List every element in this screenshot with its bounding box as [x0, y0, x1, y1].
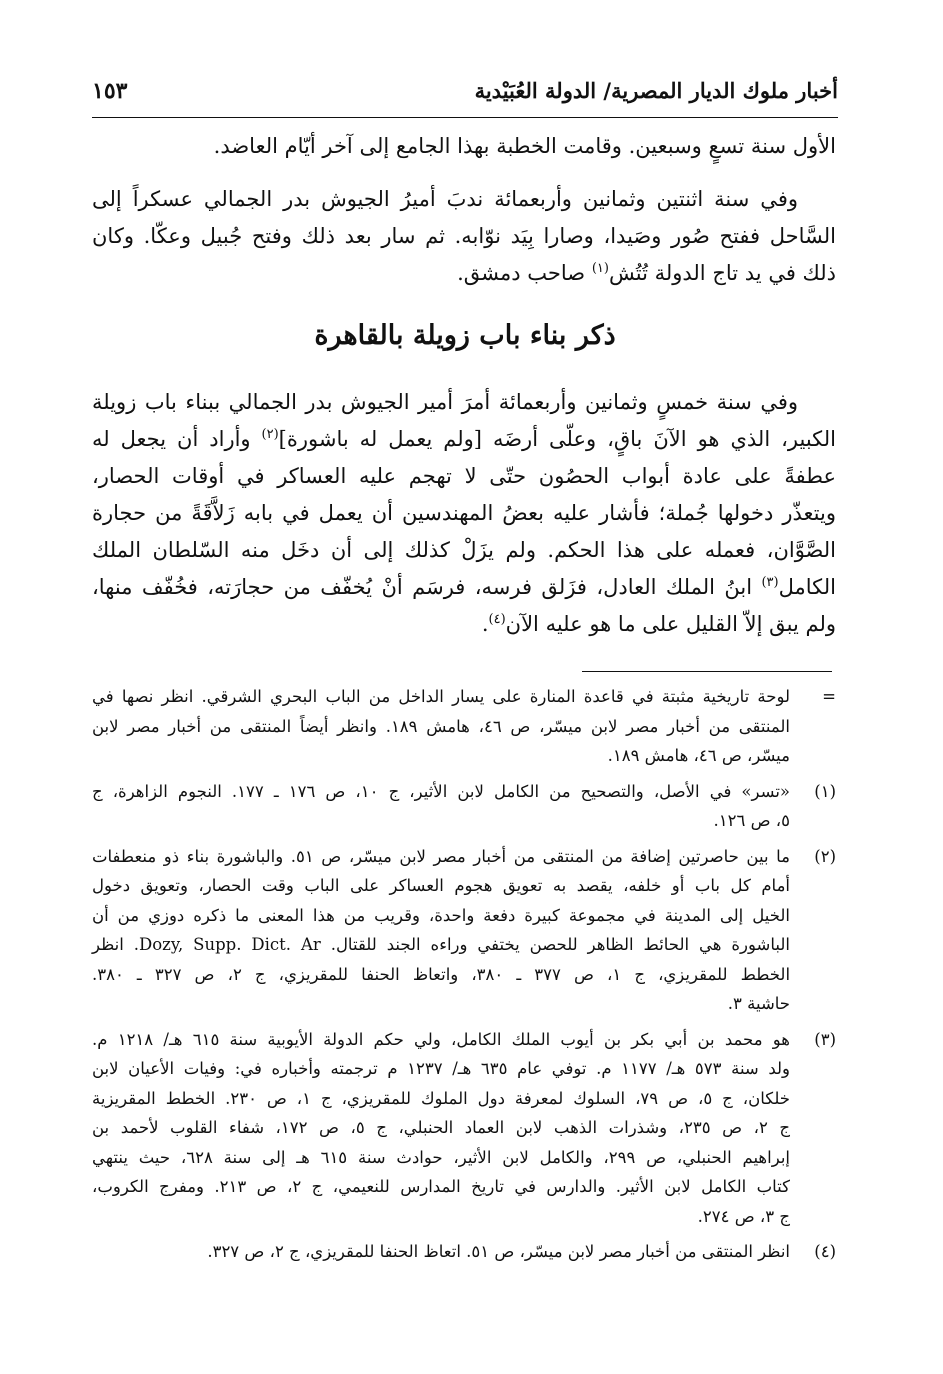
running-header-title: أخبار ملوك الديار المصرية/ الدولة العُبَيْدية: [474, 78, 838, 103]
paragraph-line: [92, 606, 836, 643]
running-header: [92, 78, 838, 112]
footnote-line: المنتقى من أخبار مصر لابن ميسّر، ص ٤٦، هامش ١٨٩. وانظر أيضاً المنتقى من أخبار مصر لابن: [92, 716, 790, 736]
footnote-continued: [92, 682, 836, 771]
footnote-line: الخيل إلى المدينة في مجموعة كبيرة دفعة واحدة، وقريب من هذا المعنى ما ذكره دوزي من أن: [92, 905, 790, 925]
footnote-marker: (١): [814, 781, 836, 801]
paragraph-line: وفي سنة اثنتين وثمانين وأربعمائة ندبَ أميرُ الجيوش بدر الجمالي عسكراً إلى: [92, 187, 798, 211]
paragraph-line: [92, 569, 836, 606]
paragraph-line-text: الكبير، الذي هو الآنَ باقٍ، وعلّى أرضَه [ولم يعمل له باشورة]: [278, 427, 836, 451]
paragraph-line: وفي سنة خمسٍ وثمانين وأربعمائة أمرَ أمير الجيوش بدر الجمالي ببناء باب زويلة: [92, 390, 798, 414]
page-number: ١٥٣: [92, 78, 128, 104]
footnote-1: [92, 777, 836, 836]
footnote-marker: (٤): [814, 1242, 836, 1261]
paragraph-line: [92, 255, 836, 292]
footnotes: [92, 682, 836, 1273]
footnote-line: ما بين حاصرتين إضافة من المنتقى من أخبار مصر لابن ميسّر، ص ٥١. والباشورة بناء ذو منعطفات: [92, 846, 790, 866]
paragraph-line-text: .: [481, 612, 489, 636]
paragraph-line: عطفةً على عادة أبواب الحصُون حتّى لا تهجم عليه العساكر في أوقات الحصار،: [92, 464, 836, 488]
footnote-ref-1[interactable]: (١): [591, 261, 609, 276]
footnote-line: أمام كل باب أو خلفه، يقصد به تعويق هجوم العساكر على الباب وقت الحصار، وتعويق دخول: [92, 876, 790, 895]
paragraph-line: الأول سنة تسعٍ وسبعين. وقامت الخطبة بهذا الجامع إلى آخر أيّام العاضد.: [213, 134, 836, 158]
paragraph-line-text: الكامل: [778, 575, 836, 599]
footnote-marker: (٢): [814, 846, 836, 866]
paragraph-line: الصَّوَّان، فعمله على هذا الحكم. ولم يزَلْ كذلك إلى أن دخَل منه السّلطان الملك: [92, 538, 836, 562]
footnote-ref-2[interactable]: (٢): [261, 427, 279, 442]
footnote-marker: (٣): [814, 1029, 836, 1049]
footnote-line: ولد سنة ٥٧٣ هـ/ ١١٧٧ م. توفي عام ٦٣٥ هـ/ ١٢٣٧ م ترجمته وأخباره في: وفيات الأعيان لابن: [92, 1059, 791, 1078]
footnote-line: ج ٣، ص ٢٧٤.: [697, 1206, 790, 1226]
paragraph-line: [92, 421, 836, 458]
footnote-line: ميسّر، ص ٤٦، هامش ١٨٩.: [607, 746, 790, 765]
footnote-divider: [582, 671, 832, 672]
paragraph-line: السَّاحل ففتح صُور وصَيدا، وصارا بِيَد نوّابه. ثم سار بعد ذلك وفتح جُبيل وعكّا. وكان: [92, 224, 836, 248]
footnote-line: ٥، ص ١٢٦.: [713, 811, 790, 830]
paragraph-3: [92, 384, 836, 643]
footnote-3: [92, 1025, 836, 1232]
section-heading: ذكر بناء باب زويلة بالقاهرة: [314, 320, 616, 351]
footnote-ref-3[interactable]: (٣): [761, 575, 779, 590]
header-divider: [92, 117, 838, 118]
paragraph-line-text: ذلك في يد تاج الدولة تُتُش: [608, 261, 836, 285]
paragraph-line-text: ابنُ الملك العادل، فزَلق فرسه، فرسَم أنْ يُخفّف من حجارَته، فخُفّف منها،: [92, 575, 762, 599]
footnote-line: «تسر» في الأصل، والتصحيح من الكامل لابن الأثير، ج ١٠، ص ١٧٦ ـ ١٧٧. النجوم الزاهرة، ج: [92, 781, 791, 801]
footnote-marker: =: [822, 687, 836, 706]
footnote-ref-4[interactable]: (٤): [488, 612, 506, 627]
footnote-2: [92, 842, 836, 1019]
footnote-line: انظر المنتقى من أخبار مصر لابن ميسّر، ص ٥١. اتعاظ الحنفا للمقريزي، ج ٢، ص ٣٢٧.: [207, 1242, 790, 1261]
footnote-line: الباشورة هي الحائط الظاهر للحصن يختفي وراءه الجند للقتال. Dozy, Supp. Dict. Ar. انظر: [92, 935, 790, 954]
footnote-line: خلكان، ج ٥، ص ٧٩، السلوك لمعرفة دول الملوك للمقريزي، ج ١، ص ٢٣٠. الخطط المقريزية: [92, 1088, 791, 1108]
paragraph-2: [92, 181, 836, 292]
footnote-line: هو محمد بن أبي بكر بن أيوب الملك الكامل، ولي حكم الدولة الأيوبية سنة ٦١٥ هـ/ ١٢١٨ م.: [92, 1029, 790, 1049]
footnote-line: حاشية ٣.: [727, 994, 790, 1013]
footnote-line: الخطط للمقريزي، ج ١، ص ٣٧٧ ـ ٣٨٠، واتعاظ الحنفا للمقريزي، ج ٢، ص ٣٢٧ ـ ٣٨٠.: [92, 964, 791, 984]
footnote-line: إبراهيم الحنبلي، ص ٢٩٩، والكامل لابن الأثير، حوادث سنة ٦١٥ هـ إلى سنة ٦٢٨، حيث ينتهي: [92, 1147, 790, 1167]
paragraph-line-text: ولم يبق إلاّ القليل على ما هو عليه الآن: [505, 612, 836, 636]
paragraph-line-text: صاحب دمشق.: [457, 261, 592, 285]
footnote-line: لوحة تاريخية مثبتة في قاعدة المنارة على يسار الداخل من الباب البحري الشرقي. انظر نصها في: [92, 687, 790, 706]
footnote-line: ج ٢، ص ٢٣٥، وشذرات الذهب لابن العماد الحنبلي، ج ٥، ص ١٧٢، شفاء القلوب لأحمد بن: [92, 1118, 791, 1137]
paragraph-1: [92, 128, 836, 165]
paragraph-line: ويتعذّر دخولها جُملة؛ فأشار عليه بعضُ المهندسين أن يعمل في بابه زَلاَّقَةً من حجارة: [92, 501, 836, 525]
footnote-line: كتاب الكامل لابن الأثير. والدارس في تاريخ المدارس للنعيمي، ج ٢، ص ٢١٣. ومفرج الكروب،: [92, 1177, 791, 1196]
paragraph-line-text: وأراد أن يجعل له: [92, 427, 262, 451]
footnote-4: [92, 1237, 836, 1267]
